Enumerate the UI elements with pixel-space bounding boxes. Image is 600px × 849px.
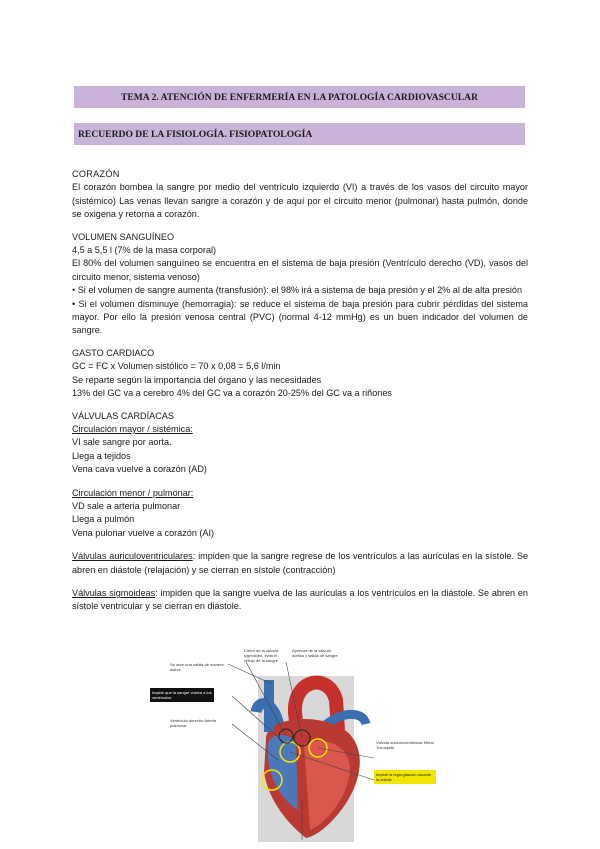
menor-item: Vena pulonar vuelve a corazón (AI) bbox=[72, 527, 215, 538]
section-title-banner bbox=[74, 123, 525, 145]
sigmoid-valves-paragraph bbox=[72, 587, 528, 614]
gasto-line-1: GC = FC x Volumen sistólico = 70 x 0,08 = 5,6 l/min bbox=[72, 361, 281, 372]
vena-cava-shape bbox=[264, 680, 274, 732]
gasto-line-3: 13% del GC va a cerebro 4% del GC va a corazón 20-25% del GC va a riñones bbox=[72, 388, 392, 399]
volumen-line-4: • Si el volumen disminuye (hemorragia): se reduce el sistema de baja presión para cubrir pérdidas del sistema mayor. Por ello la presión venosa central (PVC) (normal 4-12 mmHg) es un buen indicador del volumen de sangre. bbox=[72, 298, 528, 336]
menor-title: Circulación menor / pulmonar: bbox=[72, 487, 194, 498]
sigmoid-valves-term: Válvulas sigmoideas bbox=[72, 587, 156, 598]
volumen-line-3: • Si el volumen de sangre aumenta (transfusión): el 98% irá a sistema de baja presión y el 2% al de alta presión bbox=[72, 285, 523, 296]
corazon-text: El corazón bombea la sangre por medio del ventrículo izquierdo (VI) a través de los vasos del circuito mayor (sistémico) Las venas llevan sangre a corazón y de aquí por el circuito menor (pulmonar) hasta pulmón, donde se oxigena y retorna a corazón. bbox=[72, 182, 528, 220]
mayor-item: Llega a tejidos bbox=[72, 450, 131, 461]
av-valves-paragraph bbox=[72, 550, 528, 577]
volumen-heading: VOLUMEN SANGUÍNEO bbox=[72, 231, 175, 242]
gasto-heading: GASTO CARDIACO bbox=[72, 347, 155, 358]
mayor-item: Vena cava vuelve a corazón (AD) bbox=[72, 464, 207, 475]
label-sigmoid-close: Cierre de la válvula sigmoidea, evita el reflujo de la sangre bbox=[244, 648, 279, 663]
document-body bbox=[72, 158, 528, 614]
topic-title-banner bbox=[74, 86, 525, 108]
label-right-ventricle: Ventrículo derecho Arteria pulmonar bbox=[170, 718, 217, 728]
label-aortic-open: Apertura de la válvula aórtica y salida de sangre bbox=[292, 648, 338, 658]
menor-item: Llega a pulmón bbox=[72, 514, 135, 525]
mayor-item: VI sale sangre por aorta. bbox=[72, 437, 172, 448]
heart-diagram bbox=[152, 640, 440, 844]
sigmoid-valves-text: : impiden que la sangre vuelva de las aurículas a los ventrículos en la diástole. Se abren en sístole ventricular y se cierran en diástole. bbox=[72, 587, 528, 612]
volumen-line-2: El 80% del volumen sanguíneo se encuentra en el sistema de baja presión (Ventrículo derecho (VD), vasos del circuito menor, sistema venoso) bbox=[72, 258, 528, 282]
gasto-line-2: Se reparte según la importancia del órgano y las necesidades bbox=[72, 374, 322, 385]
label-prevents-regurgitation: Impide la regurgitación durante la sístole bbox=[374, 770, 436, 784]
pointer-line bbox=[228, 664, 272, 684]
topic-title: TEMA 2. ATENCIÓN DE ENFERMERÍA EN LA PATOLOGÍA CARDIOVASCULAR bbox=[120, 91, 479, 103]
volumen-line-1: 4,5 a 5,5 l (7% de la masa corporal) bbox=[72, 245, 217, 256]
corazon-heading: CORAZÓN bbox=[72, 169, 120, 179]
section-title: RECUERDO DE LA FISIOLOGÍA. FISIOPATOLOGÍA bbox=[78, 128, 313, 140]
label-prevents-return: Impide que la sangre vuelva a los ventrículos bbox=[150, 688, 214, 702]
label-active-opening: Se abre una salida de manera activa bbox=[170, 662, 224, 672]
av-valves-term: Válvulas auriculoventriculares bbox=[72, 551, 193, 562]
valvulas-heading: VÁLVULAS CARDÍACAS bbox=[72, 410, 174, 421]
menor-item: VD sale a arteria pulmonar bbox=[72, 500, 181, 511]
label-av-valve: Válvula auriculoventricular Mitral Tricúspide bbox=[376, 740, 434, 750]
av-valves-text: : impiden que la sangre regrese de los ventrículos a las aurículas en la sístole. Se abren en diástole (relajación) y se cierran en sístole (contracción) bbox=[72, 551, 529, 575]
mayor-title: Circulación mayor / sistémica: bbox=[72, 423, 193, 434]
